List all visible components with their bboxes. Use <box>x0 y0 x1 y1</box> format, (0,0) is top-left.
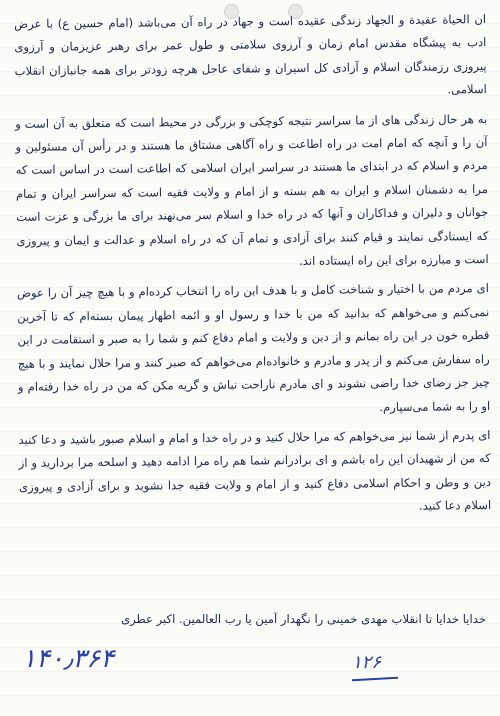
letter-body <box>14 8 491 522</box>
closing-signature: خدایا خدایا تا انقلاب مهدی خمینی را نگهدار آمین یا رب العالمین. اکبر عطری <box>121 612 486 626</box>
paragraph-opening: ان الحیاة عقیدة و الجهاد زندگی عقیده است و جهاد در راه آن می‌باشد (امام حسین ع) با عرض ادب به پیشگاه مقدس امام زمان و آرزوی سلامتی و طول عمر برای رهبر عزیزمان و آرزوی پیروزی رزمندگان اسلام و آزادی کل اسیران و شفای عاجل هرچه زودتر برای همه جانبازان انقلاب اسلامی. <box>14 11 487 97</box>
paragraph-second: به هر حال زندگی های از ما سراسر نتیجه کوچکی و بزرگی در محیط است که متعلق به آن است و آن را و آنچه که امام امت در راه اطاعت و راه آگاهی مشتاق ما هستند و در رأس آن مسئولین و مردم و اسلام که در ابتدای ما هستند در سراسر ایران اسلامی که اطاعت است در اساس است که مرا به دشمنان اسلام و ایران به هم بسته و از امام و ولایت فقیه است که سراسر ایران و تمام جوانان و دلیران و فداکاران و آنها که در راه خدا و اسلام سر می‌نهند برای ما بزرگی و عزت است که ایستادگی نمایند و قیام کنند برای آزادی و تمام آن که در راه اسلام و عدالت و ایمان و پیروزی است و مبارزه برای این راه ایستاده اند. <box>15 111 489 269</box>
archive-number: ۱۴۰٫۳۶۴ <box>22 644 115 674</box>
paragraph-fourth: ای پدرم از شما نیز می‌خواهم که مرا حلال کنید و در راه خدا و امام و اسلام صبور باشید و دعا کنید که من از شهیدان این راه باشم و ای برادرانم شما هم راه مرا ادامه دهید و اسلحه مرا بردارید و از دین و وطن و احکام اسلامی دفاع کنید و از امام و ولایت فقیه جدا نشوید و برای آزادی و پیروزی اسلام دعا کنید. <box>18 427 492 513</box>
paragraph-third: ای مردم من با اختیار و شناخت کامل و با هدف این راه را انتخاب کرده‌ام و با هیچ چیز آن را عوض نمی‌کنم و می‌خواهم که بدانید که من با خدا و رسول او و ائمه اطهار پیمان بسته‌ام که تا آخرین قطره خون در این راه بمانم و از دین و ولایت و امام دفاع کنم و شما را به صبر و استقامت در این راه سفارش می‌کنم و از پدر و مادرم و خانواده‌ام می‌خواهم که صبر کنند و مرا حلال نمایند و با هیچ چیز جز رضای خدا راضی نشوند و ای مادرم ناراحت نباش و گریه مکن که من در راه خدا رفته‌ام و او را به شما می‌سپارم. <box>16 281 491 414</box>
page-number-underline <box>352 677 398 681</box>
page-number: ۱۲۶ <box>352 652 382 673</box>
